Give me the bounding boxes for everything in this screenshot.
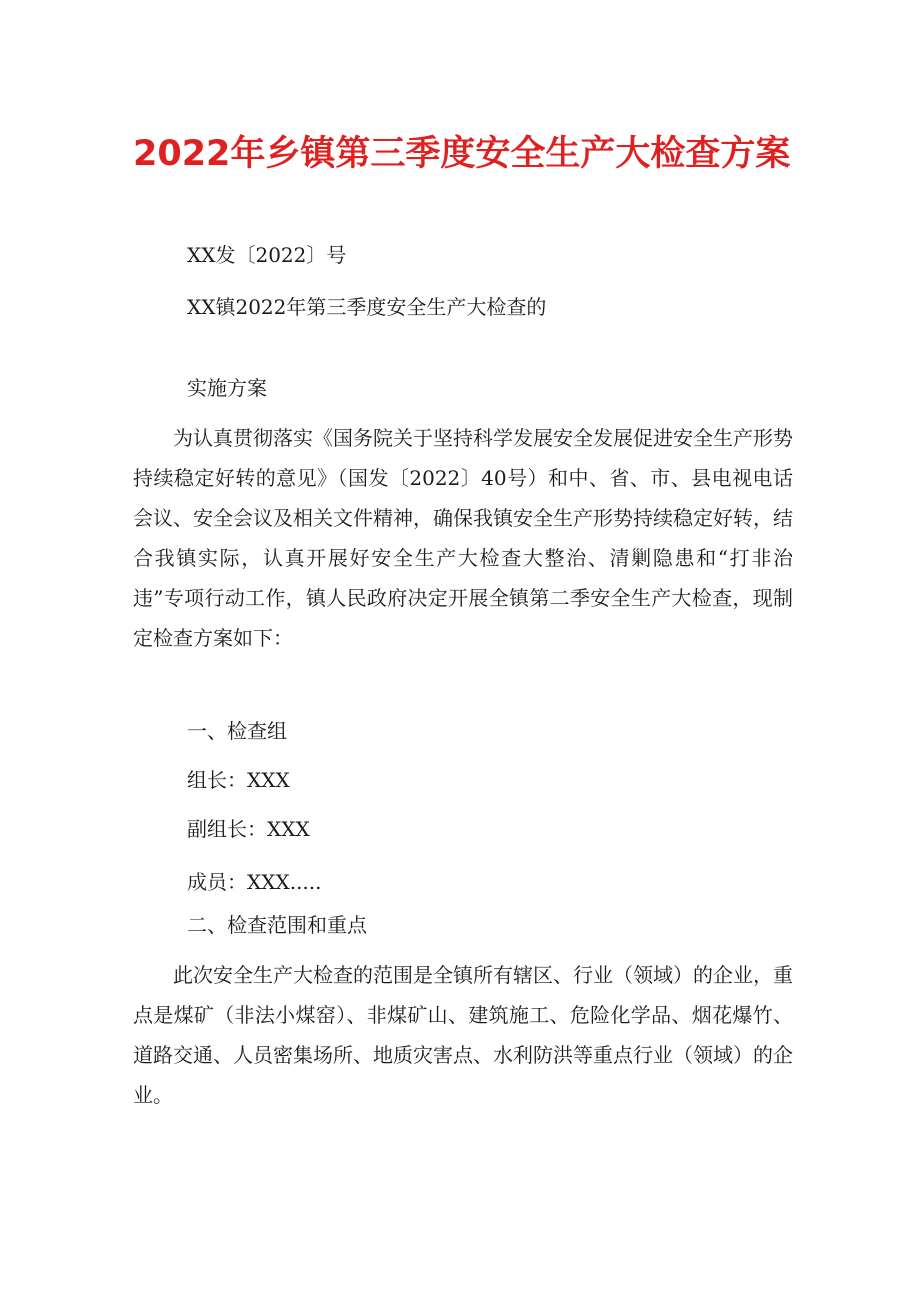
document-subtitle-line2: 实施方案 [187,376,267,400]
document-title: 2022年乡镇第三季度安全生产大检查方案 [133,134,791,174]
section1-heading: 一、检查组 [187,719,287,743]
document-number: XX发〔2022〕号 [187,243,347,267]
leader-line: 组长：XXX [187,768,290,792]
intro-paragraph: 为认真贯彻落实《国务院关于坚持科学发展安全发展促进安全生产形势持续稳定好转的意见》（国发〔2022〕40号）和中、省、市、县电视电话会议、安全会议及相关文件精神，确保我镇安全生产形势持续稳定好转，结合我镇实际，认真开展好安全生产大检查大整治、清剿隐患和“打非治违”专项行动工作，镇人民政府决定开展全镇第二季安全生产大检查，现制定检查方案如下： [133,426,793,650]
section2-heading: 二、检查范围和重点 [187,913,367,937]
members-line: 成员：XXX..... [187,870,322,894]
document-subtitle-line1: XX镇2022年第三季度安全生产大检查的 [187,295,547,319]
deputy-leader-line: 副组长：XXX [187,817,310,841]
scope-paragraph: 此次安全生产大检查的范围是全镇所有辖区、行业（领域）的企业，重点是煤矿（非法小煤窑）、非煤矿山、建筑施工、危险化学品、烟花爆竹、道路交通、人员密集场所、地质灾害点、水利防洪等重点行业（领域）的企业。 [133,963,793,1107]
